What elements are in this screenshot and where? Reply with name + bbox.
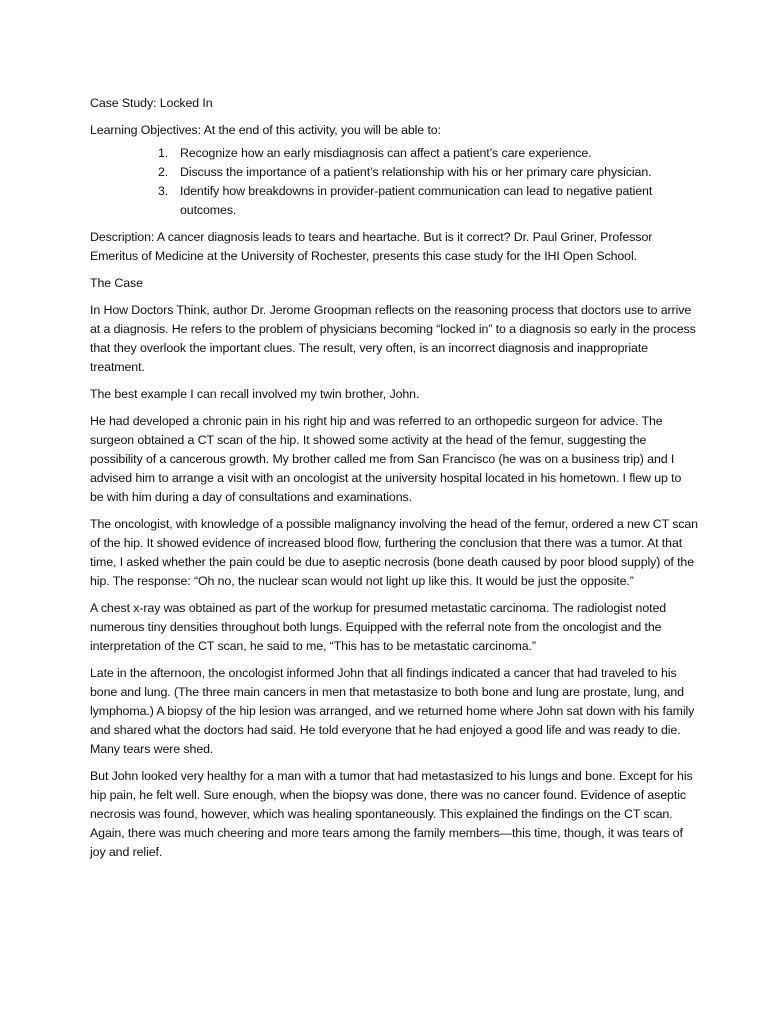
- objective-text: Identify how breakdowns in provider-patient communication can lead to negative patient outcomes.: [180, 184, 653, 217]
- objective-number: 2.: [158, 165, 169, 179]
- objective-text: Recognize how an early misdiagnosis can affect a patient’s care experience.: [180, 146, 592, 160]
- case-paragraph: The best example I can recall involved my twin brother, John.: [90, 387, 420, 401]
- case-paragraph: He had developed a chronic pain in his right hip and was referred to an orthopedic surgeon for advice. The surgeon obtained a CT scan of the hip. It showed some activity at the head of the femur, suggesting the possibility of a cancerous growth. My brother called me from San Francisco (he was on a business trip) and I advised him to arrange a visit with an oncologist at the university hospital located in his hometown. I flew up to be with him during a day of consultations and examinations.: [90, 414, 682, 504]
- document-title: Case Study: Locked In: [90, 96, 213, 110]
- case-paragraph: A chest x-ray was obtained as part of the workup for presumed metastatic carcinoma. The radiologist noted numerous tiny densities throughout both lungs. Equipped with the referral note from the oncologist and the interpretation of the CT scan, he said to me, “This has to be metastatic carcinoma.”: [90, 601, 667, 653]
- case-paragraph: In How Doctors Think, author Dr. Jerome Groopman reflects on the reasoning process that doctors use to arrive at a diagnosis. He refers to the problem of physicians becoming “locked in” to a diagnosis so early in the process that they overlook the important clues. The result, very often, is an incorrect diagnosis and inappropriate treatment.: [90, 303, 696, 374]
- objective-text: Discuss the importance of a patient’s relationship with his or her primary care physician.: [180, 165, 652, 179]
- objective-item: [158, 163, 698, 182]
- case-paragraph: The oncologist, with knowledge of a possible malignancy involving the head of the femur, ordered a new CT scan of the hip. It showed evidence of increased blood flow, furthering the conclusion that there was a tumor. At that time, I asked whether the pain could be due to aseptic necrosis (bone death caused by poor blood supply) of the hip. The response: “Oh no, the nuclear scan would not light up like this. It would be just the opposite.”: [90, 517, 698, 588]
- objective-number: 3.: [158, 184, 169, 198]
- objective-item: [158, 144, 698, 163]
- learning-objectives-intro: Learning Objectives: At the end of this activity, you will be able to:: [90, 123, 441, 137]
- case-paragraph: Late in the afternoon, the oncologist informed John that all findings indicated a cancer that had traveled to his bone and lung. (The three main cancers in men that metastasize to both bone and lung are prostate, lung, and lymphoma.) A biopsy of the hip lesion was arranged, and we returned home where John sat down with his family and shared what the doctors had said. He told everyone that he had enjoyed a good life and was ready to die. Many tears were shed.: [90, 666, 695, 756]
- case-paragraph: But John looked very healthy for a man with a tumor that had metastasized to his lungs and bone. Except for his hip pain, he felt well. Sure enough, when the biopsy was done, there was no cancer found. Evidence of aseptic necrosis was found, however, which was healing spontaneously. This explained the findings on the CT scan. Again, there was much cheering and more tears among the family members—this time, though, it was tears of joy and relief.: [90, 769, 693, 859]
- objectives-list: [90, 144, 698, 220]
- case-heading: The Case: [90, 276, 143, 290]
- objective-item: [158, 182, 698, 220]
- objective-number: 1.: [158, 146, 169, 160]
- description-paragraph: Description: A cancer diagnosis leads to tears and heartache. But is it correct? Dr. Paul Griner, Professor Emeritus of Medicine at the University of Rochester, presents this case study for the IHI Open School.: [90, 230, 653, 263]
